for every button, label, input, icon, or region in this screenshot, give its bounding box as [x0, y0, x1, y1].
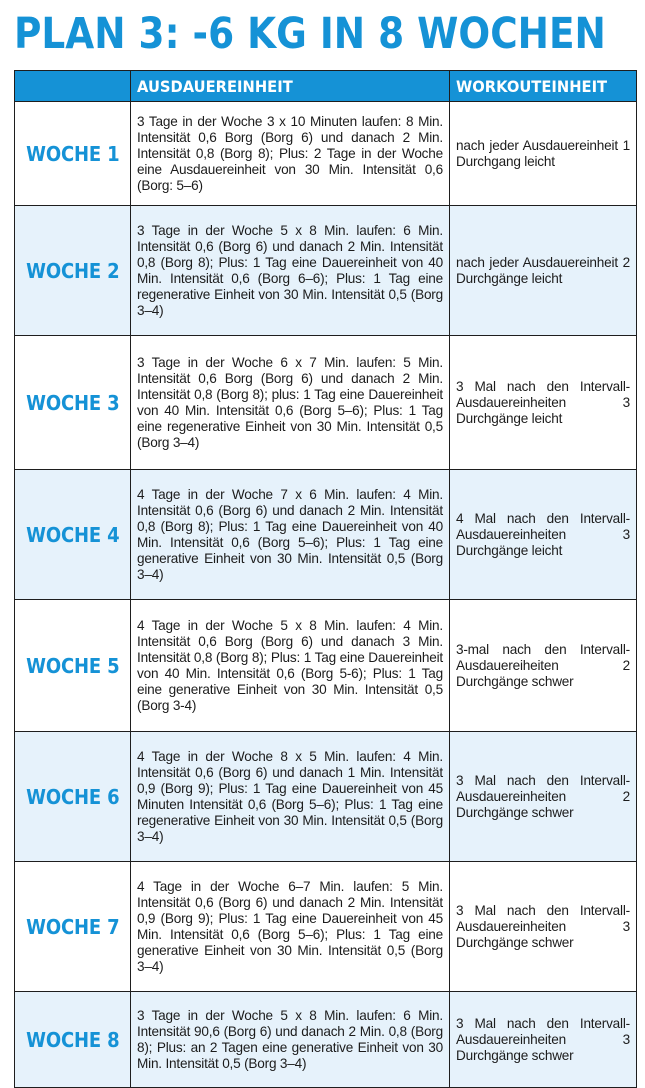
week-label: WOCHE 2 — [15, 206, 131, 336]
table-row — [15, 732, 637, 862]
endurance-cell: 3 Tage in der Woche 5 x 8 Min. laufen: 6 Min. Intensität 0,6 (Borg 6) und danach 2 Min. Intensität 0,8 (Borg 8); Plus: 1 Tag eine Dauereinheit von 40 Min. Intensität 0,6 (Borg 6–6); Plus: 1 Tag eine regenerative Einheit von 30 Min. Intensität 0,5 (Borg 3–4) — [131, 206, 450, 336]
table-row — [15, 862, 637, 992]
week-label: WOCHE 8 — [15, 992, 131, 1088]
endurance-cell: 4 Tage in der Woche 7 x 6 Min. laufen: 4 Min. Intensität 0,6 (Borg 6) und danach 2 Min. Intensität 0,8 (Borg 8); Plus: 1 Tag eine Dauereinheit von 40 Min. Intensität 0,6 (Borg 5–6); Plus: 1 Tag eine generative Einheit von 30 Min. Intensität 0,5 (Borg 3–4) — [131, 470, 450, 600]
training-plan-table — [14, 70, 637, 1088]
header-workout — [450, 71, 637, 102]
workout-cell: 4 Mal nach den Intervall-Ausdauereinheiten 3 Durchgänge leicht — [450, 470, 637, 600]
endurance-cell: 4 Tage in der Woche 8 x 5 Min. laufen: 4 Min. Intensität 0,6 (Borg 6) und danach 1 Min. Intensität 0,9 (Borg 9); Plus: 1 Tag eine Dauereinheit von 45 Minuten Intensität 0,6 (Borg 5–6); Plus: 1 Tag eine regenerative Einheit von 30 Min. Intensität 0,5 (Borg 3–4) — [131, 732, 450, 862]
endurance-cell: 3 Tage in der Woche 5 x 8 Min. laufen: 6 Min. Intensität 90,6 (Borg 6) und danach 2 Min. 0,8 (Borg 8); Plus: an 2 Tagen eine generative Einheit von 30 Min. Intensität 0,5 (Borg 3–4) — [131, 992, 450, 1088]
workout-cell: 3 Mal nach den Intervall-Ausdauereinheiten 3 Durchgänge leicht — [450, 336, 637, 470]
table-row — [15, 336, 637, 470]
endurance-cell: 4 Tage in der Woche 6–7 Min. laufen: 5 Min. Intensität 0,6 (Borg 6) und danach 2 Min. Intensität 0,9 (Borg 9); Plus: 1 Tag eine Dauereinheit von 45 Min. Intensität 0,6 (Borg 5–6); Plus: 1 Tag eine generative Einheit von 30 Min. Intensität 0,5 (Borg 3–4) — [131, 862, 450, 992]
week-label: WOCHE 5 — [15, 600, 131, 732]
endurance-cell: 4 Tage in der Woche 5 x 8 Min. laufen: 4 Min. Intensität 0,6 Borg (Borg 6) und danach 3 Min. Intensität 0,8 (Borg 8); Plus: 1 Tag eine Dauereinheit von 40 Min. Intensität 0,6 (Borg 5-6); Plus: 1 Tag eine generative Einheit von 30 Min. Intensität 0,5 (Borg 3-4) — [131, 600, 450, 732]
endurance-cell: 3 Tage in der Woche 3 x 10 Minuten laufen: 8 Min. Intensität 0,6 Borg (Borg 6) und danach 2 Min. Intensität 0,8 (Borg 8); Plus: 2 Tage in der Woche eine Ausdauereinheit von 30 Min. Intensität 0,6 (Borg: 5–6) — [131, 102, 450, 206]
workout-cell: 3-mal nach den Intervall-Ausdauereiheiten 2 Durchgänge schwer — [450, 600, 637, 732]
header-endurance-label: AUSDAUEREINHEIT — [137, 76, 293, 96]
table-row — [15, 206, 637, 336]
header-week — [15, 71, 131, 102]
week-label: WOCHE 3 — [15, 336, 131, 470]
endurance-cell: 3 Tage in der Woche 6 x 7 Min. laufen: 5 Min. Intensität 0,6 Borg (Borg 6) und danach 2 Min. Intensität 0,8 (Borg 8); plus: 1 Tag eine Dauereinheit von 40 Min. Intensität 0,6 (Borg 5–6); Plus: 1 Tag eine regenerative Einheit von 30 Min. Intensität 0,5 (Borg 3–4) — [131, 336, 450, 470]
week-label: WOCHE 6 — [15, 732, 131, 862]
workout-cell: 3 Mal nach den Intervall-Ausdauereinheiten 2 Durchgänge schwer — [450, 732, 637, 862]
week-label: WOCHE 7 — [15, 862, 131, 992]
week-label: WOCHE 1 — [15, 102, 131, 206]
week-label: WOCHE 4 — [15, 470, 131, 600]
table-header-row — [15, 71, 637, 102]
table-row — [15, 470, 637, 600]
page-title: PLAN 3: -6 KG IN 8 WOCHEN — [14, 9, 606, 59]
workout-cell: 3 Mal nach den Intervall-Ausdauereinheiten 3 Durchgänge schwer — [450, 992, 637, 1088]
table-row — [15, 600, 637, 732]
table-row — [15, 102, 637, 206]
workout-cell: nach jeder Ausdauereinheit 2 Durchgänge leicht — [450, 206, 637, 336]
workout-cell: 3 Mal nach den Intervall-Ausdauereinheiten 3 Durchgänge schwer — [450, 862, 637, 992]
header-workout-label: WORKOUTEINHEIT — [456, 76, 608, 96]
workout-cell: nach jeder Ausdauereinheit 1 Durchgang leicht — [450, 102, 637, 206]
header-endurance — [131, 71, 450, 102]
table-row — [15, 992, 637, 1088]
